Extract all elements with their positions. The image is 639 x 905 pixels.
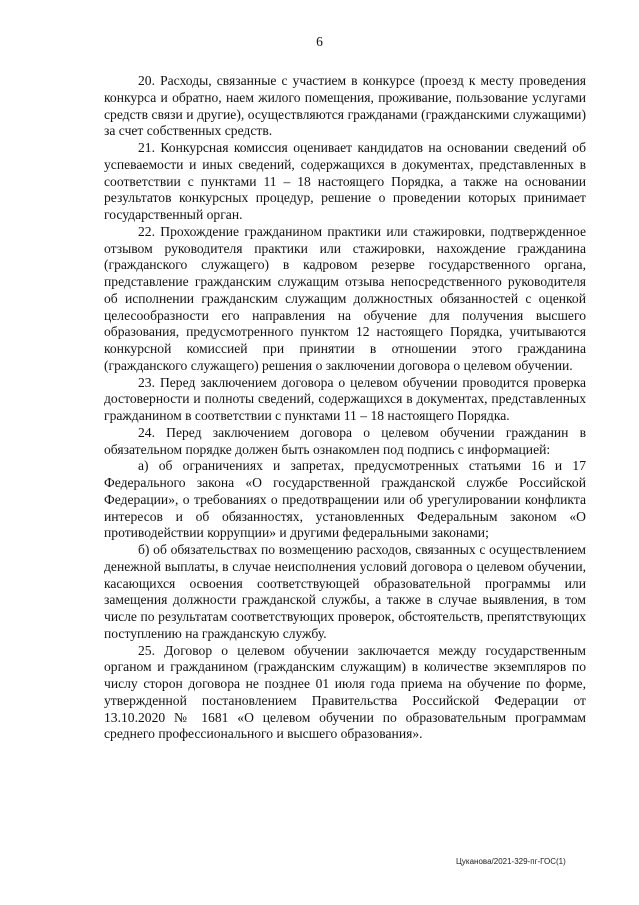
document-body xyxy=(104,73,586,743)
paragraph-24-a: а) об ограничениях и запретах, предусмотренных статьями 16 и 17 Федерального закона «О государственной гражданской службе Российской Федерации», о требованиях о предотвращении или об урегулировании конфликта интересов и об обязанностях, установленных Федеральным законом «О противодействии коррупции» и другими федеральными законами; xyxy=(104,458,586,541)
document-reference: Цуканова/2021-329-пг-ГОС(1) xyxy=(456,857,566,866)
paragraph-24-b: б) об обязательствах по возмещению расходов, связанных с осуществлением денежной выплаты, в случае неисполнения условий договора о целевом обучении, касающихся освоения соответствующей образовательной программы или замещения должности гражданской службы, а также в случае выявления, в том числе по результатам соответствующих проверок, обстоятельств, препятствующих поступлению на гражданскую службу. xyxy=(104,542,586,641)
paragraph-22: 22. Прохождение гражданином практики или стажировки, подтвержденное отзывом руководителя практики или стажировки, нахождение гражданина (гражданского служащего) в кадровом резерве государственного органа, представление гражданским служащим отзыва непосредственного руководителя об исполнении гражданским служащим должностных обязанностей с оценкой целесообразности его направления на обучение для получения высшего образования, предусмотренного пунктом 12 настоящего Порядка, учитываются конкурсной комиссией при принятии в отношении этого гражданина (гражданского служащего) решения о заключении договора о целевом обучении. xyxy=(104,223,586,373)
paragraph-23: 23. Перед заключением договора о целевом обучении проводится проверка достоверности и полноты сведений, содержащихся в документах, представленных гражданином в соответствии с пунктами 11 – 18 настоящего Порядка. xyxy=(104,374,586,423)
paragraph-21: 21. Конкурсная комиссия оценивает кандидатов на основании сведений об успеваемости и иных сведений, содержащихся в документах, представленных в соответствии с пунктами 11 – 18 настоящего Порядка, а также на основании результатов конкурсных процедур, решение о проведении которых принимает государственный орган. xyxy=(104,140,586,222)
paragraph-25: 25. Договор о целевом обучении заключается между государственным органом и гражданином (гражданским служащим) в количестве экземпляров по числу сторон договора не позднее 01 июля года приема на обучение по форме, утвержденной постановлением Правительства Российской Федерации от 13.10.2020 № 1681 «О целевом обучении по образовательным программам среднего профессионального и высшего образования». xyxy=(104,642,586,742)
paragraph-24: 24. Перед заключением договора о целевом обучении гражданин в обязательном порядке должен быть ознакомлен под подпись с информацией: xyxy=(104,424,586,457)
page-number: 6 xyxy=(316,34,323,49)
paragraph-20: 20. Расходы, связанные с участием в конкурсе (проезд к месту проведения конкурса и обратно, наем жилого помещения, проживание, пользование услугами средств связи и другие), осуществляются гражданами (гражданскими служащими) за счет собственных средств. xyxy=(104,73,586,139)
